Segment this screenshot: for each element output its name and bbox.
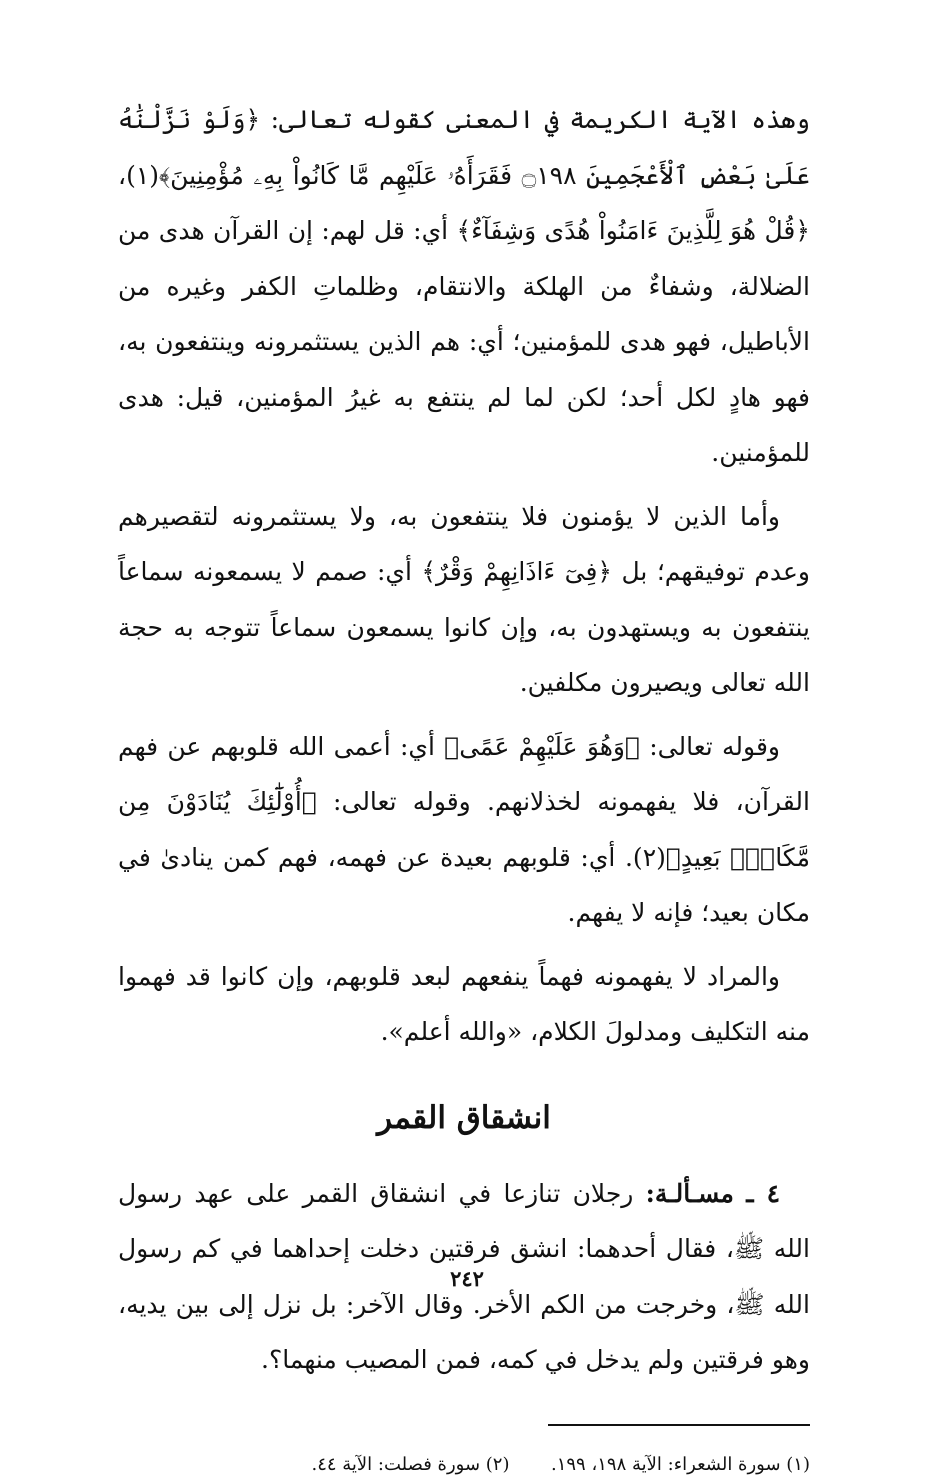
footnote-2: (٢) سورة فصلت: الآية ٤٤.: [311, 1453, 510, 1475]
footnote-1: (١) سورة الشعراء: الآية ١٩٨، ١٩٩.: [550, 1453, 810, 1475]
paragraph-4: والمراد لا يفهمونه فهماً ينفعهم لبعد قلوبهم، وإن كانوا قد فهموا منه التكليف ومدلولَ الكلام، «والله أعلم».: [118, 961, 810, 1046]
paragraph-2: وأما الذين لا يؤمنون فلا ينتفعون به، ولا يستثمرونه لتقصيرهم وعدم توفيقهم؛ بل ﴿فِىٓ ءَاذَانِهِمْ وَقْرٌ﴾ أي: صمم لا يسمعونه سماعاً ينتفعون به ويستهدون به، وإن كانوا يسمعون سماعاً تتوجه به حجة الله تعالى ويصيرون مكلفين.: [118, 501, 810, 697]
footnote-divider: [548, 1424, 810, 1426]
page-number: ٢٤٢: [450, 1266, 484, 1291]
paragraph-1: وهذه الآية الكريمة في المعنى كقوله تعالى: ﴿وَلَوْ نَزَّلْنَٰهُ عَلَىٰ بَعْضِ ٱلْأَعْجَمِينَ ۝١٩٨ فَقَرَأَهُۥ عَلَيْهِم مَّا كَانُواْ بِهِۦ مُؤْمِنِينَ﴾(١)، ﴿قُلْ هُوَ لِلَّذِينَ ءَامَنُواْ هُدًى وَشِفَآءٌ﴾ أي: قل لهم: إن القرآن هدى من الضلالة، وشفاءٌ من الهلكة والانتقام، وظلماتِ الكفر وغيره من الأباطيل، فهو هدى للمؤمنين؛ أي: هم الذين يستثمرونه وينتفعون به، فهو هادٍ لكل أحد؛ لكن لما لم ينتفع به غيرُ المؤمنين، قيل: هدى للمؤمنين.: [118, 105, 811, 467]
question-text: رجلان تنازعا في انشقاق القمر على عهد رسول الله ﷺ، فقال أحدهما: انشق فرقتين دخلت إحداهما في كم رسول الله ﷺ، وخرجت من الكم الأخر. وقال الآخر: بل نزل إلى بين يديه، وهو فرقتين ولم يدخل في كمه، فمن المصيب منهما؟.: [118, 1178, 810, 1374]
section-heading: انشقاق القمر: [377, 1099, 551, 1136]
footnotes: [118, 1450, 810, 1480]
question-label: مسـألـة:: [645, 1178, 734, 1208]
question-number: ٤ ـ: [746, 1178, 780, 1208]
paragraph-3: وقوله تعالى: ﴿وَهُوَ عَلَيْهِمْ عَمًى﴾ أي: أعمى الله قلوبهم عن فهم القرآن، فلا يفهمونه لخذلانهم. وقوله تعالى: ﴿أُوْلَٰٓئِكَ يُنَادَوْنَ مِن مَّكَانٍۭ بَعِيدٍ﴾(٢). أي: قلوبهم بعيدة عن فهمه، فهم كمن ينادىٰ في مكان بعيد؛ فإنه لا يفهم.: [118, 731, 811, 927]
